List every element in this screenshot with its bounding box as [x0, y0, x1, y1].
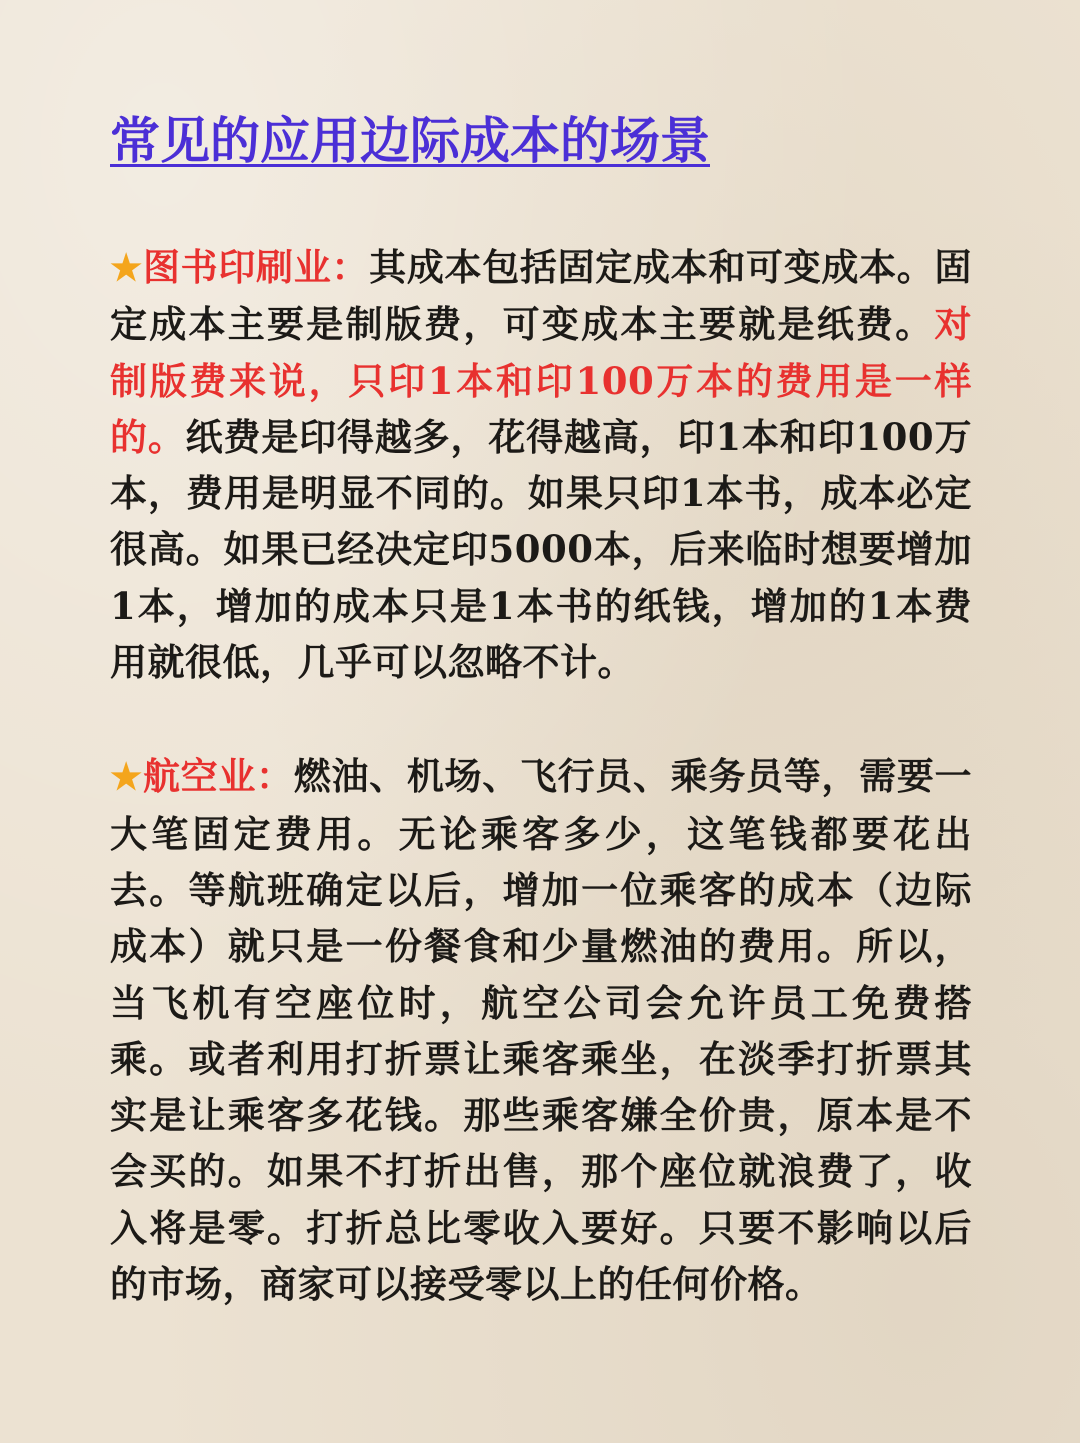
section-aviation [110, 748, 972, 1312]
article [110, 105, 972, 1312]
section-highlight-printing: 对制版费来说，只印1本和印100万本的费用是一样的。 [110, 302, 972, 459]
section-text-printing-rest: 纸费是印得越多，花得越高，印1本和印100万本，费用是明显不同的。如果只印1本书，成本必定很高。如果已经决定印5000本，后来临时想要增加1本，增加的成本只是1本书的纸钱，增加的1本费用就很低，几乎可以忽略不计。 [110, 414, 972, 685]
section-text-aviation: 燃油、机场、飞行员、乘务员等，需要一大笔固定费用。无论乘客多少，这笔钱都要花出去。等航班确定以后，增加一位乘客的成本（边际成本）就只是一份餐食和少量燃油的费用。所以，当飞机有空座位时，航空公司会允许员工免费搭乘。或者利用打折票让乘客乘坐，在淡季打折票其实是让乘客多花钱。那些乘客嫌全价贵，原本是不会买的。如果不打折出售，那个座位就浪费了，收入将是零。打折总比零收入要好。只要不影响以后的市场，商家可以接受零以上的任何价格。 [110, 754, 973, 1307]
star-icon: ★ [110, 247, 143, 289]
page-title: 常见的应用边际成本的场景 [110, 111, 710, 170]
section-printing [110, 239, 972, 690]
section-heading-aviation: 航空业： [142, 754, 294, 799]
star-icon: ★ [110, 756, 143, 799]
section-text-printing-intro: 其成本包括固定成本和可变成本。固定成本主要是制版费，可变成本主要就是纸费。 [110, 245, 973, 347]
section-heading-printing: 图书印刷业： [142, 245, 370, 289]
